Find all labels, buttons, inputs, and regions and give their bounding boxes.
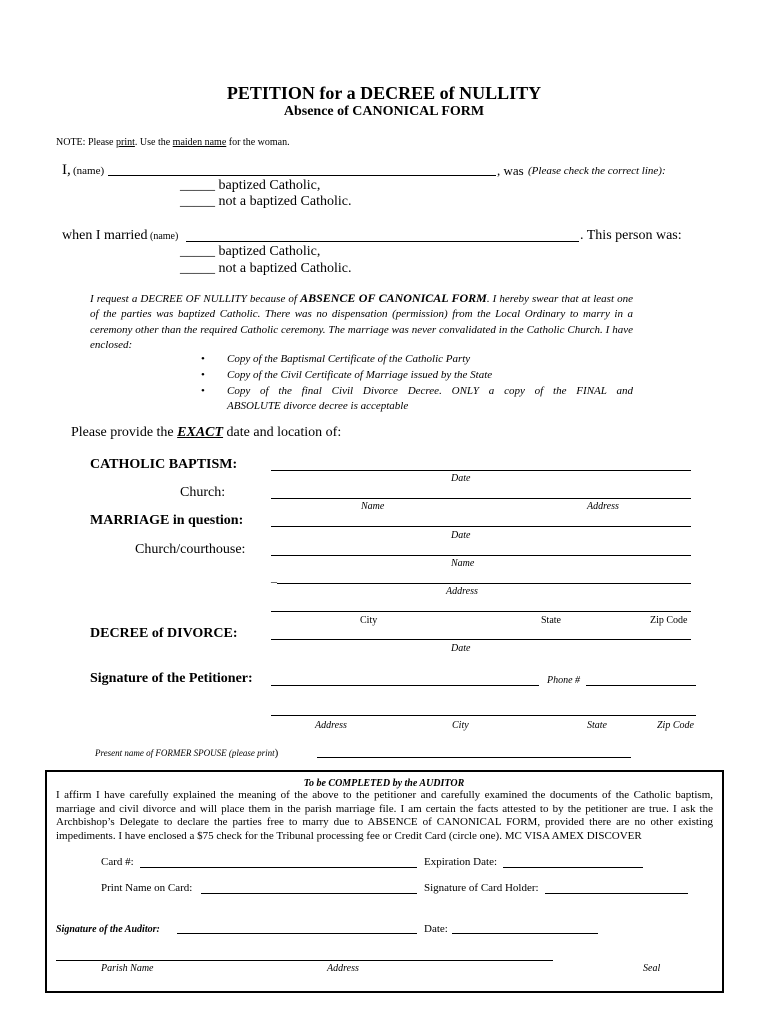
enclosure-item: • Copy of the final Civil Divorce Decree. ONLY a copy of the FINAL and bbox=[201, 385, 633, 397]
baptism-date-caption: Date bbox=[451, 473, 471, 484]
phone-label: Phone # bbox=[547, 675, 581, 686]
parish-field[interactable] bbox=[56, 960, 553, 961]
marriage-name-caption: Name bbox=[451, 558, 475, 569]
page-title: PETITION for a DECREE of NULLITY bbox=[226, 83, 542, 103]
phone-field[interactable] bbox=[586, 685, 696, 686]
print-name-label: Print Name on Card: bbox=[101, 882, 193, 894]
enclosure-item: • Copy of the Baptismal Certificate of the Catholic Party bbox=[201, 353, 471, 365]
spouse-option-baptized[interactable]: _____ baptized Catholic, bbox=[180, 244, 321, 259]
catholic-baptism-label: CATHOLIC BAPTISM: bbox=[90, 457, 238, 472]
signature-field[interactable] bbox=[271, 685, 539, 686]
marriage-name-field[interactable] bbox=[271, 555, 691, 556]
expiration-field[interactable] bbox=[503, 867, 643, 868]
petitioner-i: I, bbox=[62, 162, 71, 178]
auditor-signature-label: Signature of the Auditor: bbox=[56, 924, 160, 935]
baptism-address-caption: Address bbox=[587, 501, 619, 512]
marriage-zip-caption: Zip Code bbox=[650, 615, 688, 626]
spouse-option-not-baptized[interactable]: _____ not a baptized Catholic. bbox=[180, 261, 352, 276]
parish-address-caption: Address bbox=[327, 963, 359, 974]
card-number-field[interactable] bbox=[140, 867, 417, 868]
card-holder-signature-field[interactable] bbox=[545, 893, 688, 894]
marriage-state-caption: State bbox=[541, 615, 561, 626]
request-lead: I request a DECREE OF NULLITY because of bbox=[90, 293, 301, 305]
marriage-city-field[interactable] bbox=[271, 611, 691, 612]
church-courthouse-label: Church/courthouse: bbox=[135, 542, 246, 557]
petitioner-option-not-baptized[interactable]: _____ not a baptized Catholic. bbox=[180, 194, 352, 209]
decree-label: DECREE of DIVORCE: bbox=[90, 626, 238, 641]
auditor-statement: I affirm I have carefully explained the meaning of the above to the petitioner and carefully examined the documents of the Catholic baptism, marriage and civil divorce and will place them in the parish marriage file. I am certain the facts attested to by the petitioner are true. I ask the Archbishop’s Delegate to declare the parties free to marry due to ABSENCE of CANONICAL FORM, provided there are no other existing impediments. I have enclosed a $75 check for the Tribunal processing fee or Credit Card (circle one). MC VISA AMEX DISCOVER bbox=[56, 789, 713, 842]
note-suffix: for the woman. bbox=[226, 137, 290, 148]
enclosure-item-text: Copy of the Baptismal Certificate of the Catholic Party bbox=[227, 353, 471, 365]
enclosure-item-continued: ABSOLUTE divorce decree is acceptable bbox=[227, 400, 409, 412]
decree-date-caption: Date bbox=[451, 643, 471, 654]
card-number-label: Card #: bbox=[101, 856, 134, 868]
former-spouse-field[interactable] bbox=[317, 757, 631, 758]
auditor-date-label: Date: bbox=[424, 923, 448, 935]
baptism-date-field[interactable] bbox=[271, 470, 691, 471]
request-body: . I hereby swear that at least one of the parties was baptized Catholic. There was no dispensation (permission) from the Local Ordinary to marry in a ceremony other than the required Catholic ceremony. The marriage was never convalidated in the Catholic Church. I have enclosed: bbox=[90, 293, 633, 351]
expiration-label: Expiration Date: bbox=[424, 856, 498, 868]
decree-date-field[interactable] bbox=[271, 639, 691, 640]
parish-name-caption: Parish Name bbox=[101, 963, 154, 974]
marriage-address-caption: Address bbox=[446, 586, 478, 597]
baptism-name-caption: Name bbox=[361, 501, 385, 512]
petitioner-option-baptized[interactable]: _____ baptized Catholic, bbox=[180, 178, 321, 193]
note-prefix: NOTE: Please bbox=[56, 137, 116, 148]
spouse-when-married: when I married bbox=[62, 228, 148, 243]
marriage-address-field[interactable] bbox=[277, 583, 691, 584]
petitioner-name-hint: (name) bbox=[73, 165, 105, 177]
auditor-date-field[interactable] bbox=[452, 933, 598, 934]
provide-before: Please provide the bbox=[71, 425, 178, 440]
petitioner-city-caption: City bbox=[452, 720, 469, 731]
petitioner-name-field[interactable] bbox=[108, 175, 496, 176]
former-spouse-label bbox=[95, 747, 278, 759]
request-emphasis: ABSENCE OF CANONICAL FORM bbox=[300, 291, 487, 305]
note-middle: . Use the bbox=[134, 137, 173, 148]
petitioner-check-note: (Please check the correct line): bbox=[528, 165, 666, 177]
seal-caption: Seal bbox=[643, 963, 661, 974]
marriage-city-caption: City bbox=[360, 615, 378, 626]
church-label: Church: bbox=[180, 485, 226, 500]
spouse-name-field[interactable] bbox=[186, 241, 579, 242]
baptism-church-field[interactable] bbox=[271, 498, 691, 499]
request-paragraph bbox=[90, 291, 633, 353]
auditor-signature-field[interactable] bbox=[177, 933, 417, 934]
enclosure-item-text: Copy of the Civil Certificate of Marriage issued by the State bbox=[227, 369, 493, 381]
spouse-this-person: . This person was: bbox=[580, 228, 682, 243]
signature-label: Signature of the Petitioner: bbox=[90, 671, 253, 686]
petitioner-state-caption: State bbox=[587, 720, 607, 731]
petitioner-was: , was bbox=[497, 163, 524, 178]
spouse-name-hint: (name) bbox=[150, 231, 179, 242]
auditor-heading: To be COMPLETED by the AUDITOR bbox=[303, 778, 465, 789]
former-spouse-text: Present name of FORMER SPOUSE (please print bbox=[95, 748, 275, 758]
page-subtitle: Absence of CANONICAL FORM bbox=[283, 104, 485, 119]
provide-instruction bbox=[71, 425, 341, 441]
enclosure-item: • Copy of the Civil Certificate of Marriage issued by the State bbox=[201, 369, 493, 381]
provide-after: date and location of: bbox=[223, 425, 342, 440]
note-line bbox=[56, 137, 290, 148]
marriage-date-caption: Date bbox=[451, 530, 471, 541]
print-name-field[interactable] bbox=[201, 893, 417, 894]
marriage-label: MARRIAGE in question: bbox=[90, 513, 244, 528]
note-print: print bbox=[116, 137, 135, 148]
note-maiden: maiden name bbox=[172, 137, 227, 148]
address-dash: _ bbox=[271, 570, 277, 584]
enclosure-item-text: Copy of the final Civil Divorce Decree. ONLY a copy of the FINAL and bbox=[227, 385, 633, 397]
petitioner-address-field[interactable] bbox=[271, 715, 696, 716]
card-holder-label: Signature of Card Holder: bbox=[424, 882, 539, 894]
petitioner-zip-caption: Zip Code bbox=[657, 720, 694, 731]
marriage-date-field[interactable] bbox=[271, 526, 691, 527]
petitioner-address-caption: Address bbox=[315, 720, 347, 731]
former-spouse-paren: ) bbox=[274, 747, 279, 759]
provide-exact: EXACT bbox=[177, 425, 224, 440]
